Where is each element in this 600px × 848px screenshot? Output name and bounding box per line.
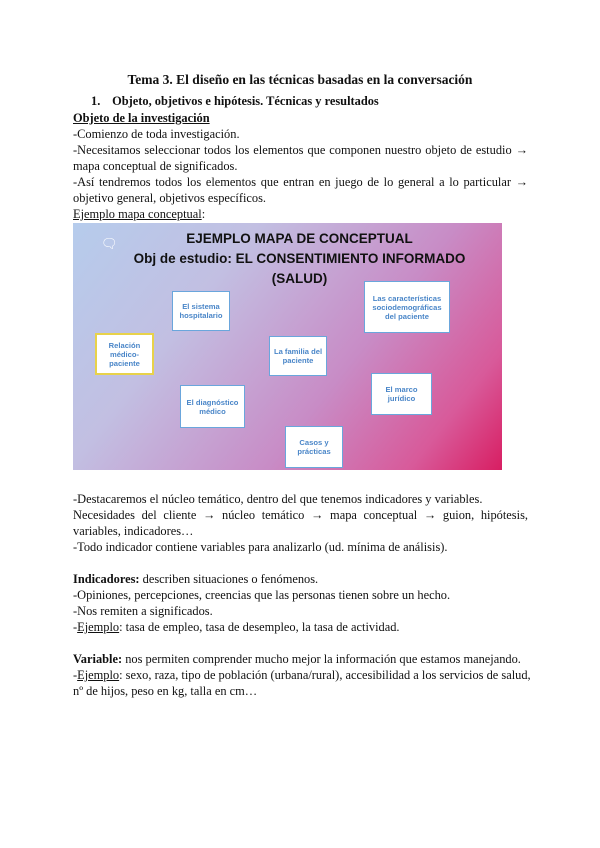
- map-subheading-salud: (SALUD): [271, 271, 328, 286]
- concept-map: [73, 223, 502, 470]
- node-relacion-medico-paciente: Relación médico-paciente: [95, 333, 154, 375]
- paragraph: -Nos remiten a significados.: [73, 604, 213, 618]
- speech-bubble-icon: 🗨: [101, 237, 118, 252]
- node-marco-juridico: El marco jurídico: [371, 373, 432, 415]
- section-subtitle: [91, 94, 379, 109]
- paragraph: Necesidades del cliente → núcleo temático → mapa conceptual → guion, hipótesis,: [73, 508, 528, 522]
- example-label: Ejemplo mapa conceptual: [73, 207, 202, 221]
- indicadores-example: [73, 619, 400, 635]
- node-diagnostico: El diagnóstico médico: [180, 385, 245, 428]
- indicadores-definition: [73, 571, 318, 587]
- document-title: Tema 3. El diseño en las técnicas basadas en la conversación: [127, 72, 473, 87]
- paragraph: objetivo general, objetivos específicos.: [73, 191, 267, 205]
- variable-label: Variable:: [73, 652, 123, 666]
- paragraph: -Comienzo de toda investigación.: [73, 127, 240, 141]
- indicadores-label: Indicadores:: [73, 572, 140, 586]
- paragraph: -Necesitamos seleccionar todos los elementos que componen nuestro objeto de estudio →: [73, 143, 528, 157]
- variable-example: [73, 667, 531, 683]
- map-heading: EJEMPLO MAPA DE CONCEPTUAL: [186, 231, 413, 246]
- node-caracteristicas: Las características sociodemográficas del paciente: [364, 281, 450, 333]
- variable-definition: [73, 651, 521, 667]
- node-casos-practicas: Casos y prácticas: [285, 426, 343, 468]
- example-colon: :: [201, 207, 206, 221]
- node-sistema-hospitalario: El sistema hospitalario: [172, 291, 230, 331]
- subtitle-text: Objeto, objetivos e hipótesis. Técnicas y resultados: [112, 94, 379, 108]
- example-caption: [73, 206, 205, 222]
- example-label: Ejemplo: [77, 668, 120, 682]
- node-familia: La familia del paciente: [269, 336, 327, 376]
- paragraph: variables, indicadores…: [73, 524, 194, 538]
- paragraph: -Así tendremos todos los elementos que entran en juego de lo general a lo particular →: [73, 175, 528, 189]
- paragraph: nº de hijos, peso en kg, talla en cm…: [73, 684, 258, 698]
- paragraph: -Opiniones, percepciones, creencias que las personas tienen sobre un hecho.: [73, 588, 451, 602]
- map-subheading: Obj de estudio: EL CONSENTIMIENTO INFORMADO: [133, 251, 466, 266]
- paragraph: -Todo indicador contiene variables para analizarlo (ud. mínima de análisis).: [73, 540, 448, 554]
- example-dash: -: [73, 668, 78, 682]
- example-dash: -: [73, 620, 78, 634]
- example-label: Ejemplo: [77, 620, 120, 634]
- variable-text: nos permiten comprender mucho mejor la información que estamos manejando.: [122, 652, 521, 666]
- subtitle-number: 1.: [91, 94, 101, 108]
- paragraph: -Destacaremos el núcleo temático, dentro del que tenemos indicadores y variables.: [73, 492, 483, 506]
- example-text: : tasa de empleo, tasa de desempleo, la tasa de actividad.: [119, 620, 400, 634]
- paragraph: mapa conceptual de significados.: [73, 159, 238, 173]
- example-text: : sexo, raza, tipo de población (urbana/rural), accesibilidad a los servicios de salud,: [119, 668, 531, 682]
- section-heading: Objeto de la investigación: [73, 111, 210, 125]
- indicadores-text: describen situaciones o fenómenos.: [139, 572, 319, 586]
